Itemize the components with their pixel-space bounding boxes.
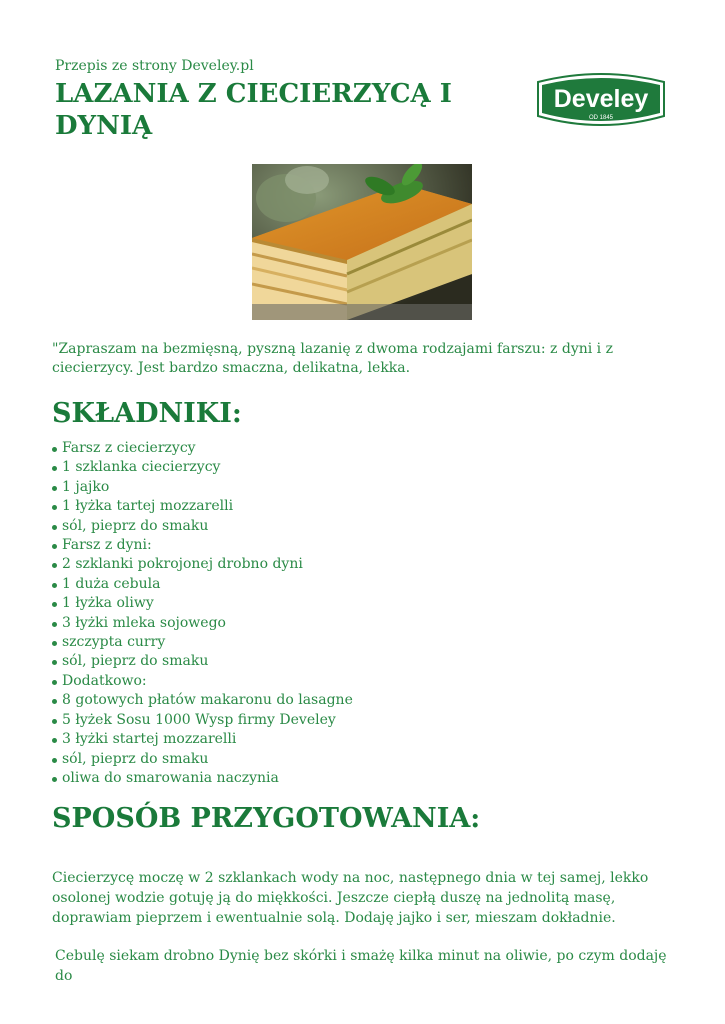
ingredients-heading: SKŁADNIKI: <box>52 398 242 429</box>
logo-tagline: OD 1845 <box>588 115 614 121</box>
lasagna-photo <box>252 164 472 320</box>
develey-logo <box>532 68 670 132</box>
method-paragraph: Cebulę siekam drobno Dynię bez skórki i smażę kilka minut na oliwie, po czym dodaję do <box>55 948 667 984</box>
list-item: Farsz z dyni: <box>50 536 353 555</box>
list-item: 3 łyżki startej mozzarelli <box>50 730 353 749</box>
list-item: sól, pieprz do smaku <box>50 517 353 536</box>
list-item: 1 duża cebula <box>50 575 353 594</box>
list-item: 1 szklanka ciecierzycy <box>50 458 353 477</box>
logo-wordmark: Develey <box>553 85 649 113</box>
list-item: 3 łyżki mleka sojowego <box>50 614 353 633</box>
list-item: sól, pieprz do smaku <box>50 652 353 671</box>
list-item: 2 szklanki pokrojonej drobno dyni <box>50 555 353 574</box>
list-item: 8 gotowych płatów makaronu do lasagne <box>50 691 353 710</box>
list-item: Farsz z ciecierzycy <box>50 439 353 458</box>
list-item: Dodatkowo: <box>50 672 353 691</box>
recipe-source: Przepis ze strony Develey.pl <box>55 58 254 74</box>
method-paragraph: Ciecierzycę moczę w 2 szklankach wody na noc, następnego dnia w tej samej, lekko osolonej wodzie gotuję ją do miękkości. Jeszcze ciepłą duszę na jednolitą masę, doprawiam pieprzem i ewentualnie solą. Dodaję jajko i ser, mieszam dokładnie. <box>52 870 649 926</box>
list-item: oliwa do smarowania naczynia <box>50 769 353 788</box>
list-item: 5 łyżek Sosu 1000 Wysp firmy Develey <box>50 711 353 730</box>
recipe-intro: "Zapraszam na bezmięsną, pyszną lazanię z dwoma rodzajami farszu: z dyni i z ciecierzycy. Jest bardzo smaczna, delikatna, lekka. <box>52 341 613 376</box>
recipe-title: LAZANIA Z CIECIERZYCĄ I DYNIĄ <box>55 79 452 141</box>
method-heading: SPOSÓB PRZYGOTOWANIA: <box>52 803 481 834</box>
list-item: sól, pieprz do smaku <box>50 750 353 769</box>
list-item: 1 łyżka oliwy <box>50 594 353 613</box>
list-item: szczypta curry <box>50 633 353 652</box>
list-item: 1 łyżka tartej mozzarelli <box>50 497 353 516</box>
list-item: 1 jajko <box>50 478 353 497</box>
ingredients-list <box>50 439 353 788</box>
